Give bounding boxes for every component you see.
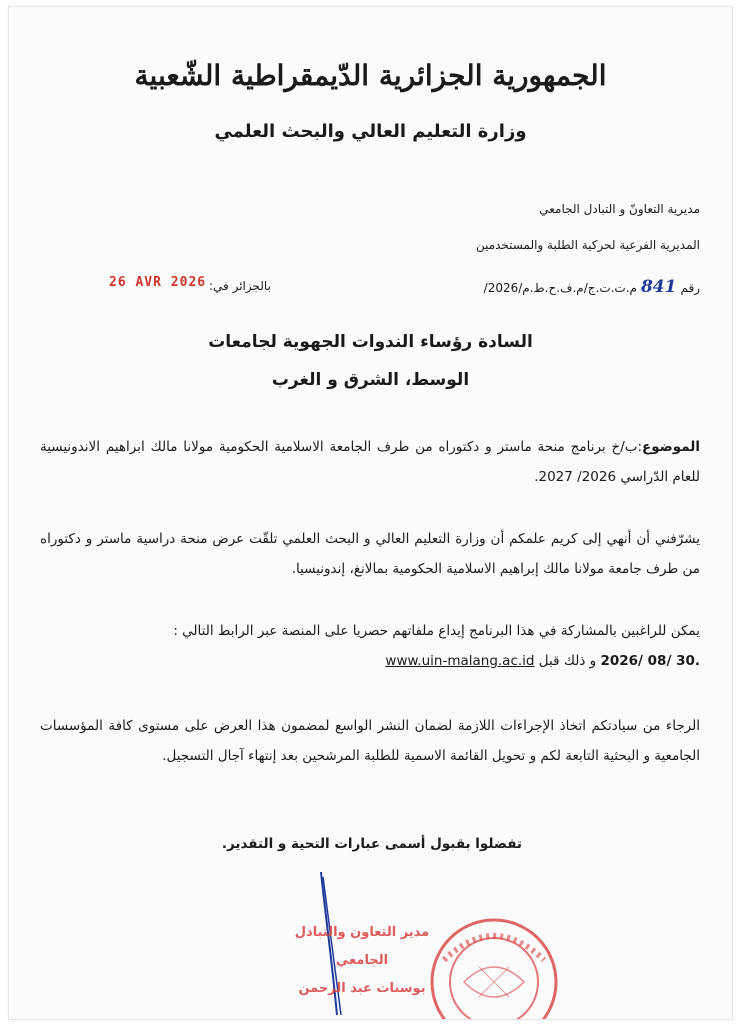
body-paragraph-3: الرجاء من سيادتكم اتخاذ الإجراءات اللازمة لضمان النشر الواسع لمضمون هذا العرض على مستوى كافة المؤسسات الجامعية و البحثية التابعة لكم و تحويل القائمة الاسمية للطلبة المرشحين بعد إنتهاء آجال التسجيل. [40, 718, 700, 764]
body-paragraph-2 [40, 616, 700, 676]
reference-handwritten-number: 841 [640, 277, 677, 297]
ministry-heading: وزارة التعليم العالي والبحث العلمي [214, 121, 527, 142]
subject-paragraph [40, 432, 700, 492]
deadline-prefix: و ذلك قبل [538, 653, 597, 669]
official-letter [8, 6, 733, 1020]
sub-directorate-name: المديرية الفرعية لحركية الطلبة والمستخدمين [475, 238, 700, 252]
reference-number [484, 277, 700, 297]
stamp-name: بوسنات عبد الرحمن [298, 981, 426, 996]
platform-text: يمكن للراغبين بالمشاركة في هذا البرنامج إيداع ملفاتهم حصريا على المنصة عبر الرابط التالي : [173, 623, 700, 639]
date-stamp: 26 AVR 2026 [109, 275, 207, 290]
body-paragraph-1: يشرّفني أن أنهي إلى كريم علمكم أن وزارة التعليم العالي و البحث العلمي تلقّت عرض منحة دراسية ماستر و دكتوراه من طرف جامعة مولانا مالك إبراهيم الاسلامية الحكومية بمالانغ، إندونيسيا. [40, 531, 700, 577]
closing-formula: تفضلوا بقبول أسمى عبارات التحية و التقدير. [221, 836, 522, 852]
addressee-line-1: السادة رؤساء الندوات الجهوية لجامعات [208, 332, 533, 352]
deadline-date: 2026/ 08/ 30. [600, 653, 700, 669]
reference-prefix: رقم [680, 281, 700, 295]
subject-label: الموضوع [642, 439, 700, 455]
reference-code: /م.ت.ت.ج/م.ف.ح.ط.م/2026 [483, 281, 637, 295]
directorate-name: مديرية التعاونّ و التبادل الجامعي [539, 202, 700, 216]
ministry-seal [424, 912, 564, 1020]
addressee-line-2: الوسط، الشرق و الغرب [271, 370, 470, 390]
subject-text: :ب/خ برنامج منحة ماستر و دكتوراه من طرف الجامعة الاسلامية الحكومية مولانا مالك ابراهيم الاندونيسية للعام الدّراسي 2026/ 2027. [40, 439, 700, 485]
platform-link[interactable]: www.uin-malang.ac.id [385, 653, 535, 669]
republic-heading: الجمهورية الجزائرية الدّيمقراطية الشّعبية [134, 59, 607, 92]
stamp-title: مدير التعاون والتبادل الجامعي [294, 925, 430, 968]
place-label: بالجزائر في: [209, 279, 271, 293]
